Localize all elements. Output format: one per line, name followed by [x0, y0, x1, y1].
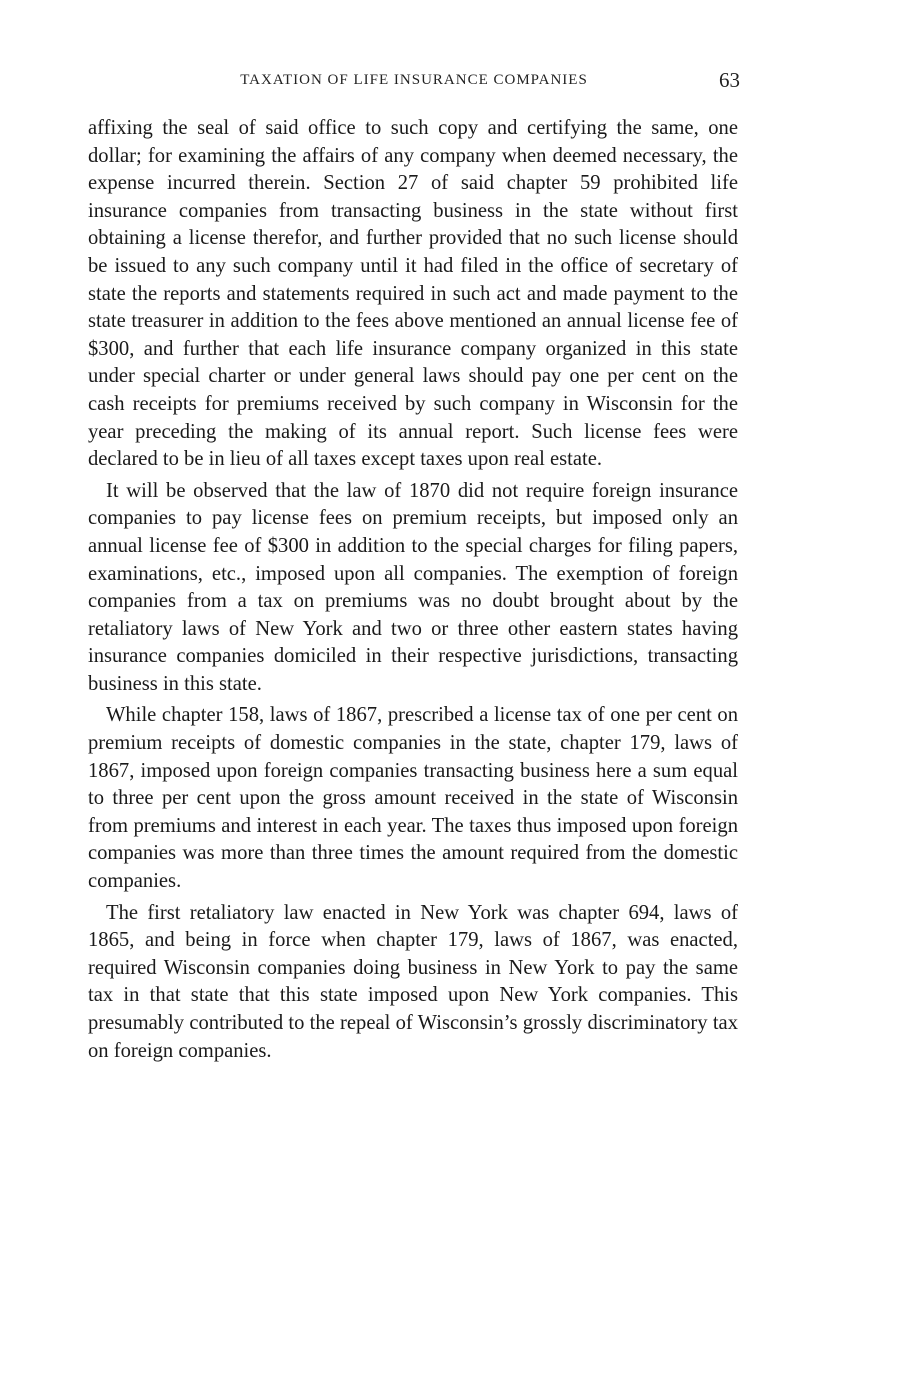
paragraph-4: The first retaliatory law enacted in New York was chapter 694, laws of 1865, and being in force when chapter 179, laws of 1867, was enacted, required Wisconsin companies doing business in New York to pay the same tax in that state that this state imposed upon New York companies. This presumably contributed to the repeal of Wisconsin’s grossly discriminatory tax on foreign companies.	[88, 901, 738, 1062]
page-number: 63	[719, 68, 740, 92]
body-text	[88, 115, 738, 1069]
paragraph-2: It will be observed that the law of 1870 did not require foreign insurance companies to pay license fees on premium receipts, but imposed only an annual license fee of $300 in addition to the special charges for filing papers, examinations, etc., imposed upon all companies. The exemption of foreign companies from a tax on premiums was no doubt brought about by the retaliatory laws of New York and two or three other eastern states having insurance companies domiciled in their respective jurisdictions, transacting business in this state.	[88, 479, 738, 695]
running-head-title: TAXATION OF LIFE INSURANCE COMPANIES	[240, 72, 588, 88]
running-head	[88, 68, 740, 100]
paragraph-3: While chapter 158, laws of 1867, prescribed a license tax of one per cent on premium receipts of domestic companies in the state, chapter 179, laws of 1867, imposed upon foreign companies transacting business here a sum equal to three per cent upon the gross amount received in the state of Wisconsin from premiums and interest in each year. The taxes thus imposed upon foreign companies was more than three times the amount required from the domestic companies.	[88, 704, 738, 893]
paragraph-1: affixing the seal of said office to such copy and certifying the same, one dollar; for examining the affairs of any company when deemed necessary, the expense incurred therein. Section 27 of said chapter 59 prohibited life insurance companies from transacting business in the state without first obtaining a license therefor, and further provided that no such license should be issued to any such company until it had filed in the office of secretary of state the reports and statements required in such act and made payment to the state treasurer in addition to the fees above mentioned an annual license fee of $300, and further that each life insurance company organized in this state under special charter or under general laws should pay one per cent on the cash receipts for premiums received by such company in Wisconsin for the year preceding the making of its annual report. Such license fees were declared to be in lieu of all taxes except taxes upon real estate.	[88, 117, 738, 471]
